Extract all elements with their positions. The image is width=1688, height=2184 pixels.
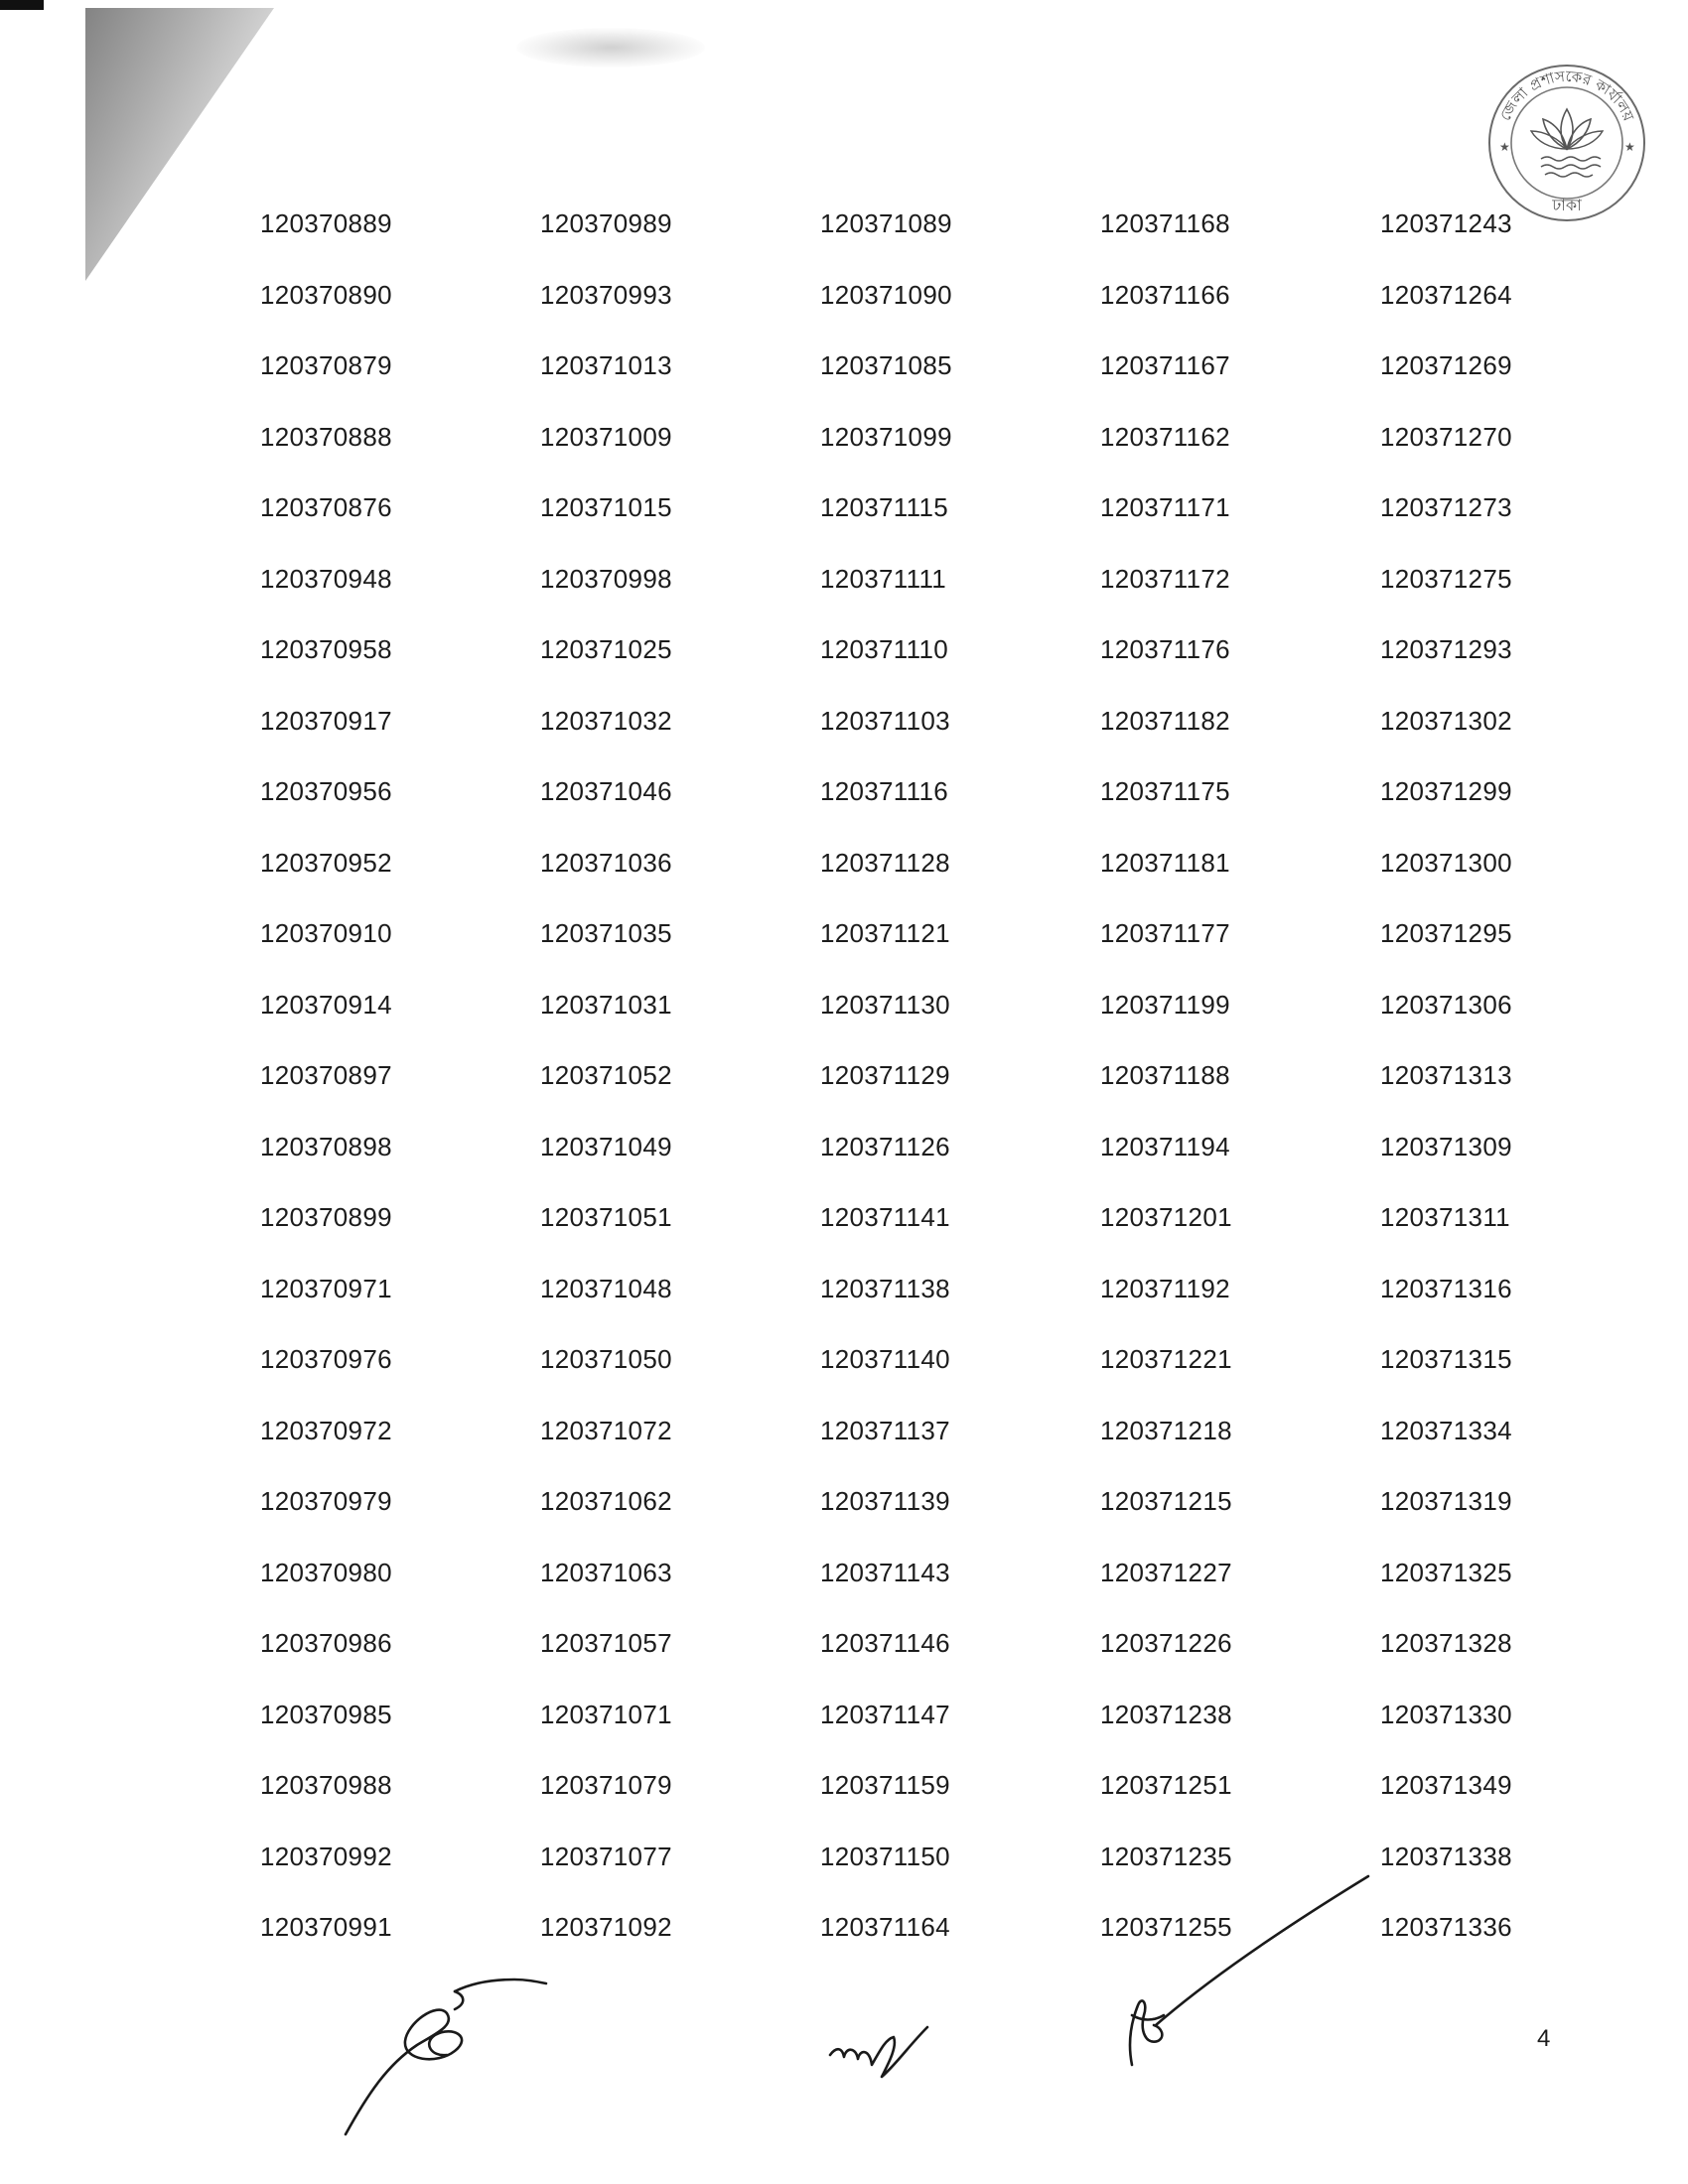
registration-number: 120371085 bbox=[820, 350, 952, 380]
registration-number: 120371251 bbox=[1100, 1770, 1232, 1800]
registration-number: 120371188 bbox=[1100, 1060, 1230, 1090]
registration-number: 120370986 bbox=[260, 1628, 392, 1658]
registration-number: 120370991 bbox=[260, 1912, 392, 1942]
registration-number: 120371129 bbox=[820, 1060, 950, 1090]
registration-number: 120371349 bbox=[1380, 1770, 1512, 1800]
scan-corner-mark bbox=[0, 0, 44, 10]
registration-number: 120371255 bbox=[1100, 1912, 1232, 1942]
registration-number: 120370985 bbox=[260, 1699, 392, 1729]
registration-number: 120371009 bbox=[540, 421, 672, 452]
registration-number: 120371315 bbox=[1380, 1344, 1512, 1374]
registration-number: 120370976 bbox=[260, 1344, 392, 1374]
registration-number: 120371166 bbox=[1100, 279, 1230, 310]
registration-number: 120371168 bbox=[1100, 208, 1230, 238]
registration-number: 120370879 bbox=[260, 350, 392, 380]
registration-number: 120371177 bbox=[1100, 918, 1230, 948]
registration-number: 120371128 bbox=[820, 847, 950, 878]
registration-number: 120371051 bbox=[540, 1202, 672, 1232]
registration-number: 120371048 bbox=[540, 1273, 672, 1303]
registration-number: 120371063 bbox=[540, 1557, 672, 1587]
registration-number: 120371025 bbox=[540, 634, 672, 664]
registration-number: 120371273 bbox=[1380, 492, 1512, 522]
registration-number: 120371336 bbox=[1380, 1912, 1512, 1942]
svg-text:★: ★ bbox=[1624, 140, 1635, 154]
registration-number: 120371201 bbox=[1100, 1202, 1232, 1232]
registration-number: 120371072 bbox=[540, 1415, 672, 1445]
seal-text-top: জেলা প্রশাসকের কার্যালয় bbox=[1495, 67, 1638, 124]
folded-corner-shadow bbox=[85, 8, 274, 281]
registration-number: 120371334 bbox=[1380, 1415, 1512, 1445]
registration-number: 120371141 bbox=[820, 1202, 950, 1232]
registration-number: 120371328 bbox=[1380, 1628, 1512, 1658]
registration-number: 120371176 bbox=[1100, 634, 1230, 664]
registration-number: 120370956 bbox=[260, 776, 392, 806]
registration-number: 120371138 bbox=[820, 1273, 950, 1303]
registration-number: 120371215 bbox=[1100, 1486, 1232, 1516]
registration-number: 120371036 bbox=[540, 847, 672, 878]
registration-number: 120370948 bbox=[260, 563, 392, 594]
registration-number: 120370917 bbox=[260, 705, 392, 736]
registration-number: 120371013 bbox=[540, 350, 672, 380]
registration-number: 120371162 bbox=[1100, 421, 1230, 452]
registration-number: 120371238 bbox=[1100, 1699, 1232, 1729]
signature-middle bbox=[824, 2025, 943, 2105]
registration-number: 120371139 bbox=[820, 1486, 950, 1516]
registration-number: 120370898 bbox=[260, 1131, 392, 1161]
registration-number: 120371137 bbox=[820, 1415, 950, 1445]
registration-number: 120371079 bbox=[540, 1770, 672, 1800]
registration-number: 120371316 bbox=[1380, 1273, 1512, 1303]
registration-number: 120371235 bbox=[1100, 1841, 1232, 1871]
registration-number: 120371031 bbox=[540, 989, 672, 1020]
registration-number: 120371226 bbox=[1100, 1628, 1232, 1658]
registration-number: 120371275 bbox=[1380, 563, 1512, 594]
registration-number: 120371143 bbox=[820, 1557, 950, 1587]
registration-number: 120371092 bbox=[540, 1912, 672, 1942]
registration-number: 120371269 bbox=[1380, 350, 1512, 380]
registration-number: 120370889 bbox=[260, 208, 392, 238]
registration-number: 120370979 bbox=[260, 1486, 392, 1516]
registration-number: 120371111 bbox=[820, 563, 947, 594]
registration-number: 120370952 bbox=[260, 847, 392, 878]
registration-number: 120371295 bbox=[1380, 918, 1512, 948]
registration-number: 120370971 bbox=[260, 1273, 392, 1303]
registration-number: 120371218 bbox=[1100, 1415, 1232, 1445]
registration-number: 120370910 bbox=[260, 918, 392, 948]
registration-number: 120371167 bbox=[1100, 350, 1230, 380]
scan-smudge bbox=[516, 28, 705, 68]
registration-number: 120371140 bbox=[820, 1344, 950, 1374]
registration-number: 120371300 bbox=[1380, 847, 1512, 878]
registration-number: 120371330 bbox=[1380, 1699, 1512, 1729]
registration-number: 120370993 bbox=[540, 279, 672, 310]
registration-number: 120371181 bbox=[1100, 847, 1230, 878]
registration-number: 120371311 bbox=[1380, 1202, 1510, 1232]
registration-number: 120371264 bbox=[1380, 279, 1512, 310]
registration-number: 120371221 bbox=[1100, 1344, 1232, 1374]
registration-number: 120371299 bbox=[1380, 776, 1512, 806]
registration-number: 120371115 bbox=[820, 492, 948, 522]
signature-right bbox=[1102, 1866, 1380, 2085]
registration-number: 120371046 bbox=[540, 776, 672, 806]
svg-text:★: ★ bbox=[1499, 140, 1510, 154]
registration-number: 120370897 bbox=[260, 1060, 392, 1090]
registration-number: 120370989 bbox=[540, 208, 672, 238]
registration-number: 120370888 bbox=[260, 421, 392, 452]
registration-number: 120371159 bbox=[820, 1770, 950, 1800]
registration-number: 120371175 bbox=[1100, 776, 1230, 806]
registration-number: 120371309 bbox=[1380, 1131, 1512, 1161]
registration-number: 120371150 bbox=[820, 1841, 950, 1871]
seal-text-bottom: ঢাকা bbox=[1552, 196, 1582, 214]
registration-number: 120370988 bbox=[260, 1770, 392, 1800]
registration-number: 120371050 bbox=[540, 1344, 672, 1374]
registration-number: 120371147 bbox=[820, 1699, 950, 1729]
registration-number: 120370958 bbox=[260, 634, 392, 664]
registration-number: 120371325 bbox=[1380, 1557, 1512, 1587]
registration-number: 120371243 bbox=[1380, 208, 1512, 238]
registration-number: 120371306 bbox=[1380, 989, 1512, 1020]
registration-number: 120371192 bbox=[1100, 1273, 1230, 1303]
registration-number: 120371319 bbox=[1380, 1486, 1512, 1516]
registration-number: 120371089 bbox=[820, 208, 952, 238]
registration-number: 120371338 bbox=[1380, 1841, 1512, 1871]
registration-number: 120370972 bbox=[260, 1415, 392, 1445]
registration-number: 120371032 bbox=[540, 705, 672, 736]
registration-number: 120371090 bbox=[820, 279, 952, 310]
registration-number: 120370992 bbox=[260, 1841, 392, 1871]
registration-number: 120370876 bbox=[260, 492, 392, 522]
signature-left bbox=[328, 1966, 556, 2144]
registration-number: 120370890 bbox=[260, 279, 392, 310]
registration-number: 120371182 bbox=[1100, 705, 1230, 736]
registration-number-grid bbox=[260, 189, 1571, 1964]
registration-number: 120371313 bbox=[1380, 1060, 1512, 1090]
registration-number: 120371172 bbox=[1100, 563, 1230, 594]
registration-number: 120371052 bbox=[540, 1060, 672, 1090]
registration-number: 120371302 bbox=[1380, 705, 1512, 736]
registration-number: 120371270 bbox=[1380, 421, 1512, 452]
registration-number: 120371121 bbox=[820, 918, 950, 948]
registration-number: 120371199 bbox=[1100, 989, 1230, 1020]
registration-number: 120371035 bbox=[540, 918, 672, 948]
page-number: 4 bbox=[1537, 2025, 1551, 2052]
registration-number: 120371171 bbox=[1100, 492, 1230, 522]
registration-number: 120371057 bbox=[540, 1628, 672, 1658]
registration-number: 120370998 bbox=[540, 563, 672, 594]
registration-number: 120371077 bbox=[540, 1841, 672, 1871]
registration-number: 120371194 bbox=[1100, 1131, 1230, 1161]
registration-number: 120371110 bbox=[820, 634, 948, 664]
registration-number: 120371099 bbox=[820, 421, 952, 452]
registration-number: 120371146 bbox=[820, 1628, 950, 1658]
registration-number: 120370980 bbox=[260, 1557, 392, 1587]
registration-number: 120371130 bbox=[820, 989, 950, 1020]
registration-number: 120371015 bbox=[540, 492, 672, 522]
registration-number: 120370914 bbox=[260, 989, 392, 1020]
registration-number: 120370899 bbox=[260, 1202, 392, 1232]
registration-number: 120371227 bbox=[1100, 1557, 1232, 1587]
registration-number: 120371164 bbox=[820, 1912, 950, 1942]
registration-number: 120371116 bbox=[820, 776, 948, 806]
registration-number: 120371126 bbox=[820, 1131, 950, 1161]
registration-number: 120371062 bbox=[540, 1486, 672, 1516]
registration-number: 120371071 bbox=[540, 1699, 672, 1729]
registration-number: 120371049 bbox=[540, 1131, 672, 1161]
registration-number: 120371293 bbox=[1380, 634, 1512, 664]
registration-number: 120371103 bbox=[820, 705, 950, 736]
